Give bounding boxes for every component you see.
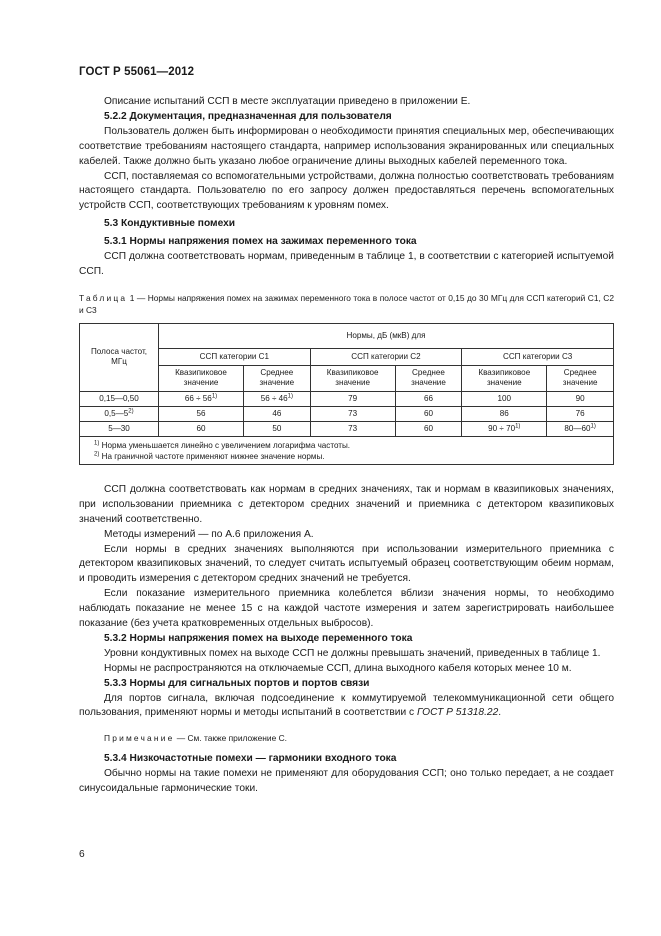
table-caption-word: Таблица xyxy=(79,292,128,303)
table-row xyxy=(80,406,614,421)
section-5-2-2-paragraph-1: Пользователь должен быть информирован о необходимости принятия специальных мер, обеспечивающих соответствие требованиям настоящего стандарта, например использования экранированных или специальных кабелей. Также должно быть указано любое ограничение длины выходных кабелей переменного тока. xyxy=(79,125,614,167)
value-cell: 100 xyxy=(462,391,547,406)
frequency-cell: 0,15—0,50 xyxy=(80,391,159,406)
section-5-3-1-heading: 5.3.1 Нормы напряжения помех на зажимах переменного тока xyxy=(104,236,417,248)
section-5-3-3-heading: 5.3.3 Нормы для сигнальных портов и портов связи xyxy=(104,677,370,689)
category-c1-header: ССП категории С1 xyxy=(159,348,311,365)
intro-paragraph: Описание испытаний ССП в месте эксплуатации приведено в приложении Е. xyxy=(104,96,471,107)
section-5-2-2-heading: 5.2.2 Документация, предназначенная для пользователя xyxy=(104,110,392,122)
category-c2-header: ССП категории С2 xyxy=(310,348,462,365)
frequency-cell: 0,5—5$^{2)}$ xyxy=(80,406,159,421)
table-1-caption xyxy=(79,292,614,316)
frequency-cell: 5—30 xyxy=(80,421,159,436)
value-cell: 60 xyxy=(395,421,462,436)
footnote-2: $^{2)}$ На граничной частоте применяют нижнее значение нормы. xyxy=(94,451,325,461)
c2-average-header: Среднее значение xyxy=(395,365,462,391)
after-table-paragraph-3: Если нормы в средних значениях выполняются при использовании измерительного приемника с детектором квазипиковых значений, то следует считать испытуемый образец соответствующим обеим нормам, и проводить измерения с детектором средних значений не требуется. xyxy=(79,543,614,585)
section-5-3-2-paragraph-1: Уровни кондуктивных помех на выходе ССП не должны превышать значений, приведенных в таблице 1. xyxy=(104,647,601,659)
c2-quasi-peak-header: Квазипиковое значение xyxy=(310,365,395,391)
c1-average-header: Среднее значение xyxy=(244,365,311,391)
value-cell: $66 \div 56^{1)}$ xyxy=(159,391,244,406)
value-cell: 86 xyxy=(462,406,547,421)
value-cell: $56 \div 46^{1)}$ xyxy=(244,391,311,406)
note: Примечание — См. также приложение С. xyxy=(104,733,287,744)
norms-header: Нормы, дБ (мкВ) для xyxy=(159,323,614,348)
section-5-3-2-heading: 5.3.2 Нормы напряжения помех на выходе переменного тока xyxy=(104,632,413,644)
section-5-3-3-paragraph: Для портов сигнала, включая подсоединение к коммутируемой телекоммуникационной сети общего пользования, применяют нормы и методы испытаний в соответствии с ГОСТ Р 51318.22. xyxy=(79,692,614,719)
value-cell: 56 xyxy=(159,406,244,421)
section-5-3-2-paragraph-2: Нормы не распространяются на отключаемые ССП, длина выходного кабеля которых менее 10 м. xyxy=(104,662,572,674)
section-5-2-2-paragraph-2: ССП, поставляемая со вспомогательными устройствами, должна полностью соответствовать требованиям настоящего стандарта. Пользователю по его запросу должен предоставляться перечень вспомогательных устройств ССП, соответствующих требованиям к уровням помех. xyxy=(79,170,614,212)
value-cell: 60 xyxy=(395,406,462,421)
value-cell: 90 xyxy=(547,391,614,406)
value-cell: 73 xyxy=(310,421,395,436)
standard-reference: ГОСТ Р 51318.22 xyxy=(416,707,499,719)
value-cell: $90 \div 70^{1)}$ xyxy=(462,421,547,436)
methods-paragraph: Методы измерений — по А.6 приложения А. xyxy=(104,528,314,540)
document-body xyxy=(79,95,614,797)
table-caption-text: 1 — Нормы напряжения помех на зажимах переменного тока в полосе частот от 0,15 до 30 МГц для ССП категорий С1, С2 и С3 xyxy=(79,292,614,315)
c1-quasi-peak-header: Квазипиковое значение xyxy=(159,365,244,391)
after-table-paragraph-4: Если показание измерительного приемника колеблется вблизи значения нормы, то необходимо наблюдать показание не менее 15 с на каждой частоте измерения и затем зарегистрировать наибольшее показание (без учета кратковременных отдельных выбросов). xyxy=(79,588,614,630)
value-cell: 60 xyxy=(159,421,244,436)
page-number: 6 xyxy=(79,849,85,860)
value-cell: 76 xyxy=(547,406,614,421)
after-table-paragraph-1: ССП должна соответствовать как нормам в средних значениях, так и нормам в квазипиковых значениях, при использовании приемника с детектором средних значений и приемника с детектором квазипиковых значений соответственно. xyxy=(79,483,614,525)
document-code-header: ГОСТ Р 55061—2012 xyxy=(79,66,195,78)
table-1 xyxy=(79,323,614,465)
section-5-3-4-heading: 5.3.4 Низкочастотные помехи — гармоники входного тока xyxy=(104,753,397,765)
table-row xyxy=(80,391,614,406)
c3-average-header: Среднее значение xyxy=(547,365,614,391)
c3-quasi-peak-header: Квазипиковое значение xyxy=(462,365,547,391)
value-cell: 66 xyxy=(395,391,462,406)
footnote-1: $^{1)}$ Норма уменьшается линейно с увеличением логарифма частоты. xyxy=(94,440,351,450)
value-cell: 73 xyxy=(310,406,395,421)
section-5-3-1-paragraph: ССП должна соответствовать нормам, приведенным в таблице 1, в соответствии с категорией испытуемой ССП. xyxy=(79,251,614,277)
value-cell: 79 xyxy=(310,391,395,406)
section-5-3-heading: 5.3 Кондуктивные помехи xyxy=(104,218,236,230)
value-cell: 46 xyxy=(244,406,311,421)
table-row xyxy=(80,421,614,436)
section-5-3-4-paragraph: Обычно нормы на такие помехи не применяют для оборудования ССП; оно только передает, а не создает синусоидальные гармонические токи. xyxy=(79,768,614,795)
value-cell: 80—60$^{1)}$ xyxy=(547,421,614,436)
frequency-band-header: Полоса частот, МГц xyxy=(80,323,159,391)
category-c3-header: ССП категории С3 xyxy=(462,348,614,365)
value-cell: 50 xyxy=(244,421,311,436)
table-footnotes xyxy=(80,436,614,464)
